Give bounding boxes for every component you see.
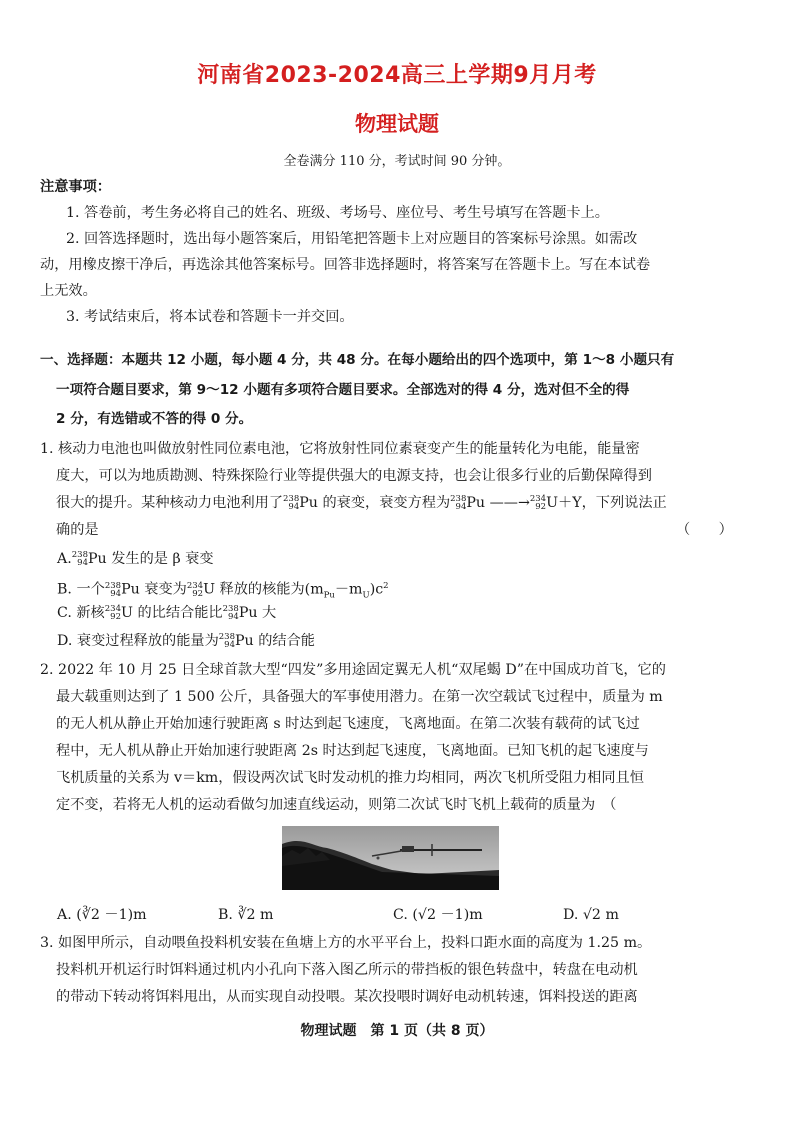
pu-atomic-number: 94 bbox=[110, 588, 122, 599]
pu-atomic-number: 94 bbox=[288, 502, 300, 512]
drone-photo bbox=[282, 826, 499, 890]
notice-item-3: 3. 考试结束后，将本试卷和答题卡一并交回。 bbox=[66, 309, 354, 325]
pu-mass-number: 238 bbox=[222, 604, 239, 614]
q2-option-d: D. √2 m bbox=[563, 907, 619, 923]
q2-option-a: A. (∛2 －1)m bbox=[57, 907, 147, 923]
q1-option-b-minus: －m bbox=[334, 581, 363, 598]
q1-option-a-label: A. bbox=[57, 551, 72, 567]
pu-mass-number: 238 bbox=[71, 550, 88, 560]
q1-option-c bbox=[57, 603, 773, 623]
pu-atomic-number: 94 bbox=[227, 612, 239, 622]
u-atomic-number: 92 bbox=[110, 612, 121, 622]
q1-stem-line-1: 1. 核动力电池也叫做放射性同位素电池，它将放射性同位素衰变产生的能量转化为电能，能量密 bbox=[40, 441, 640, 457]
q1-stem-line-2: 度大，可以为地质勘测、特殊探险行业等提供强大的电源支持，也会让很多行业的后勤保障得到 bbox=[56, 468, 652, 484]
exam-title: 河南省2023-2024高三上学期9月月考 bbox=[197, 63, 597, 88]
section1-instructions-line-1: 一、选择题：本题共 12 小题，每小题 4 分，共 48 分。在每小题给出的四个选项中，第 1～8 小题只有 bbox=[40, 352, 675, 368]
q1-stem-line-3-text-c: Pu ——→ bbox=[466, 495, 530, 511]
q1-option-a-text: Pu 发生的是 β 衰变 bbox=[88, 551, 214, 567]
q1-answer-paren: （ ） bbox=[676, 522, 733, 538]
superscript-2: 2 bbox=[383, 581, 389, 591]
q2-stem-line-6: 定不变，若将无人机的运动看做匀加速直线运动，则第二次试飞时飞机上载荷的质量为 （ bbox=[56, 797, 617, 813]
u-mass-number: 234 bbox=[529, 494, 547, 504]
u-nuclide bbox=[530, 495, 546, 511]
q1-option-d-label: D. 衰变过程释放的能量为 bbox=[57, 633, 219, 649]
pu-nuclide bbox=[223, 605, 239, 621]
section1-instructions-line-3: 2 分，有选错或不答的得 0 分。 bbox=[56, 411, 253, 427]
q2-option-b: B. ∛2 m bbox=[218, 907, 274, 923]
q2-stem-line-2: 最大载重则达到了 1 500 公斤，具备强大的军事使用潜力。在第一次空载试飞过程中，质量为 m bbox=[56, 689, 663, 705]
pu-nuclide bbox=[105, 582, 121, 598]
pu-nuclide bbox=[283, 495, 299, 511]
u-mass-number: 234 bbox=[186, 580, 204, 591]
exam-info: 全卷满分 110 分，考试时间 90 分钟。 bbox=[283, 154, 511, 169]
pu-atomic-number: 94 bbox=[224, 640, 235, 650]
q2-stem-line-3: 的无人机从静止开始加速行驶距离 s 时达到起飞速度，飞离地面。在第二次装有载荷的试飞过 bbox=[56, 716, 640, 732]
u-atomic-number: 92 bbox=[535, 502, 547, 512]
u-nuclide bbox=[187, 582, 203, 598]
q1-option-a bbox=[57, 549, 773, 569]
pu-nuclide bbox=[72, 551, 88, 567]
q3-stem-line-1: 3. 如图甲所示，自动喂鱼投料机安装在鱼塘上方的水平平台上，投料口距水面的高度为 1.25 m。 bbox=[40, 935, 652, 951]
pu-mass-number: 238 bbox=[218, 632, 235, 642]
notice-item-2-line-2: 动，用橡皮擦干净后，再选涂其他答案标号。回答非选择题时，将答案写在答题卡上。写在本试卷 bbox=[40, 257, 651, 273]
q2-stem-line-5: 飞机质量的关系为 v＝km，假设两次试飞时发动机的推力均相同，两次飞机所受阻力相同且恒 bbox=[56, 770, 644, 786]
q1-option-d-text: Pu 的结合能 bbox=[235, 633, 315, 649]
u-mass-number: 234 bbox=[104, 604, 121, 614]
u-nuclide bbox=[105, 605, 121, 621]
q1-stem-line-3 bbox=[56, 493, 756, 513]
notice-heading: 注意事项： bbox=[40, 179, 111, 195]
q1-option-c-end: Pu 大 bbox=[238, 605, 277, 621]
q1-stem-line-4 bbox=[56, 520, 756, 540]
q1-option-b-end: )c bbox=[369, 581, 384, 598]
subscript-pu: Pu bbox=[323, 590, 335, 601]
pu-mass-number: 238 bbox=[283, 494, 300, 504]
pu-mass-number: 238 bbox=[104, 580, 122, 591]
pu-atomic-number: 94 bbox=[77, 558, 88, 568]
q1-option-c-label: C. 新核 bbox=[57, 605, 105, 621]
pu-atomic-number: 94 bbox=[455, 502, 467, 512]
notice-item-1: 1. 答卷前，考生务必将自己的姓名、班级、考场号、座位号、考生号填写在答题卡上。 bbox=[66, 205, 609, 221]
u-atomic-number: 92 bbox=[192, 588, 204, 599]
q1-option-b-text: U 释放的核能为(m bbox=[203, 581, 324, 598]
notice-item-2-line-3: 上无效。 bbox=[40, 283, 97, 299]
q1-option-b bbox=[57, 576, 773, 606]
q1-option-b-label: B. 一个 bbox=[57, 581, 105, 598]
q3-stem-line-2: 投料机开机运行时饵料通过机内小孔向下落入图乙所示的带挡板的银色转盘中，转盘在电动机 bbox=[56, 962, 638, 978]
pu-mass-number: 238 bbox=[450, 494, 467, 504]
subscript-u: U bbox=[362, 590, 370, 601]
exam-subject: 物理试题 bbox=[355, 112, 439, 136]
q1-option-c-text: U 的比结合能比 bbox=[120, 605, 223, 621]
q2-stem-line-4: 程中，无人机从静止开始加速行驶距离 2s 时达到起飞速度，飞离地面。已知飞机的起飞速度与 bbox=[56, 743, 649, 759]
section1-instructions-line-2: 一项符合题目要求，第 9～12 小题有多项符合题目要求。全部选对的得 4 分，选对但不全的得 bbox=[56, 382, 630, 398]
q3-stem-line-3: 的带动下转动将饵料甩出，从而实现自动投喂。某次投喂时调好电动机转速，饵料投送的距离 bbox=[56, 989, 638, 1005]
pu-nuclide bbox=[219, 633, 235, 649]
notice-item-2-line-1: 2. 回答选择题时，选出每小题答案后，用铅笔把答题卡上对应题目的答案标号涂黑。如需改 bbox=[66, 231, 638, 247]
q1-option-d bbox=[57, 631, 773, 651]
q1-stem-line-3-text-a: 很大的提升。某种核动力电池利用了 bbox=[56, 495, 284, 511]
q2-stem-line-1: 2. 2022 年 10 月 25 日全球首款大型“四发”多用途固定翼无人机“双尾蝎 D”在中国成功首飞，它的 bbox=[40, 662, 666, 678]
q1-stem-line-4-text: 确的是 bbox=[56, 522, 99, 538]
page-footer: 物理试题 第 1 页（共 8 页） bbox=[300, 1023, 494, 1039]
q1-stem-line-3-text-b: Pu 的衰变，衰变方程为 bbox=[299, 495, 451, 511]
q1-option-b-text-mid: Pu 衰变为 bbox=[121, 581, 187, 598]
pu-nuclide-2 bbox=[450, 495, 466, 511]
q1-stem-line-3-text-d: U＋Y，下列说法正 bbox=[546, 495, 667, 511]
q2-option-c: C. (√2 －1)m bbox=[393, 907, 483, 923]
